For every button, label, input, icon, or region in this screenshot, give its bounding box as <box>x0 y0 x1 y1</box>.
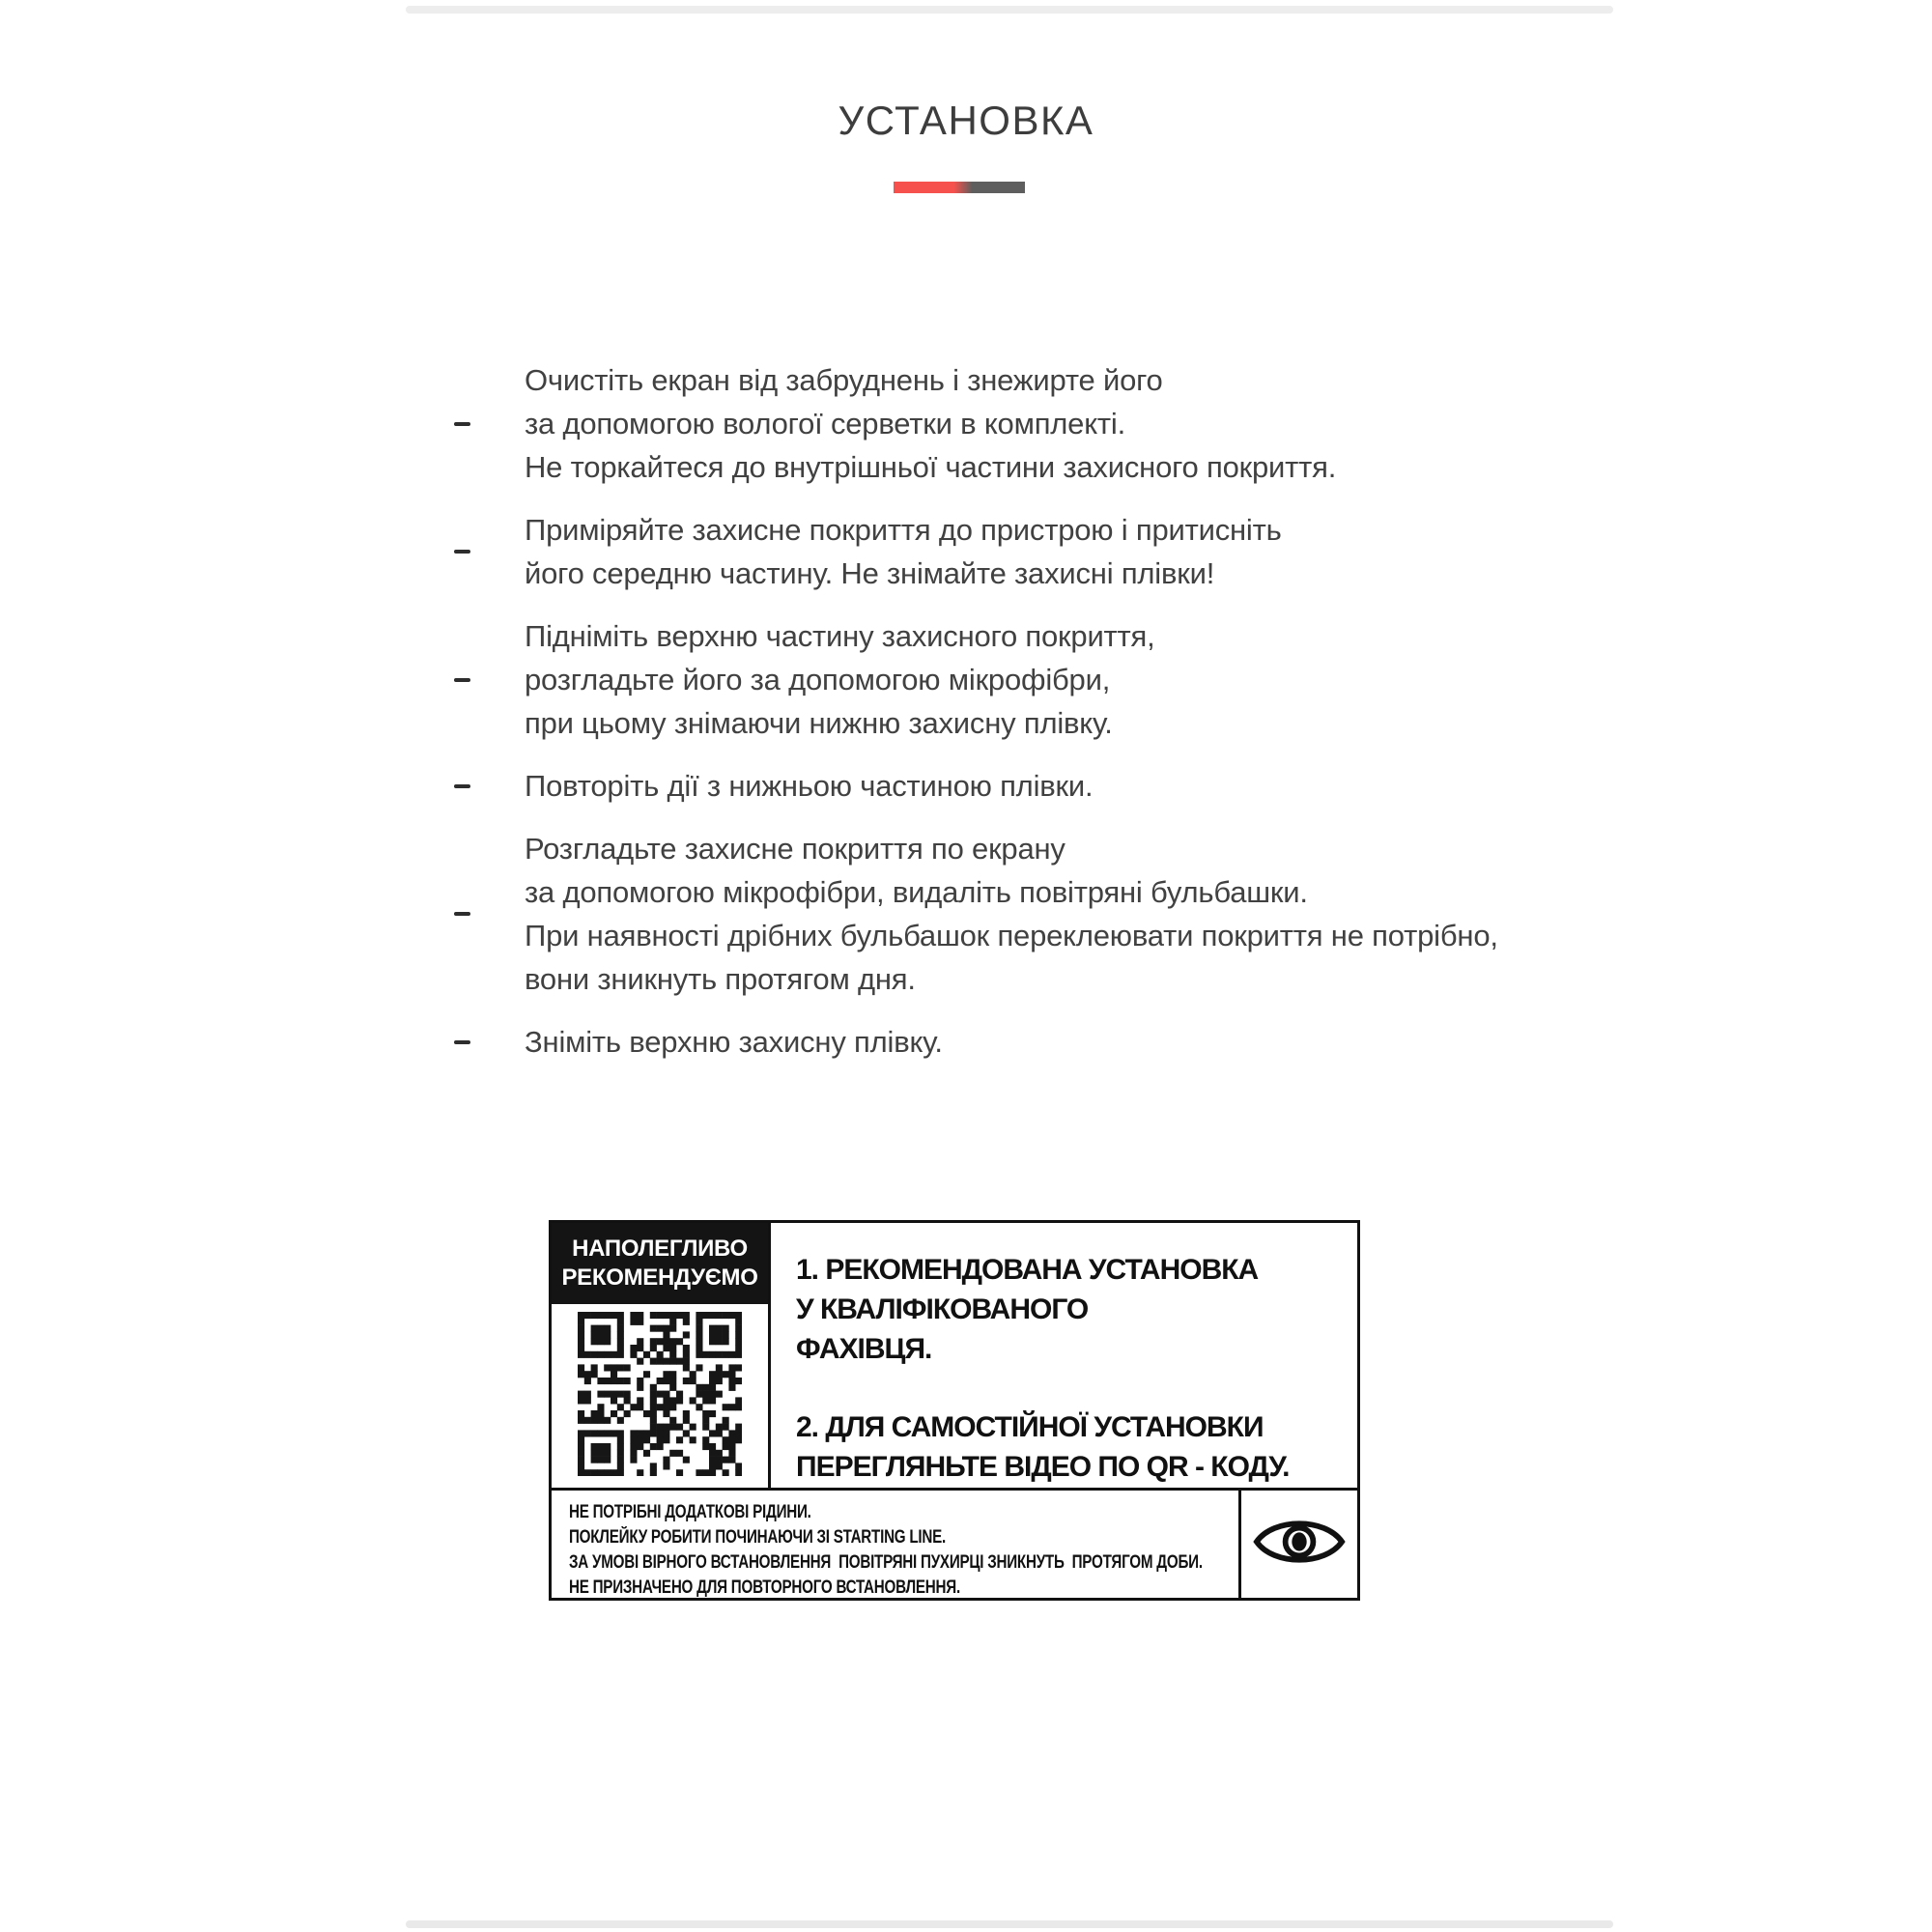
step-line: Зніміть верхню захисну плівку. <box>525 1025 943 1059</box>
eye-icon <box>1253 1512 1346 1577</box>
step-line: за допомогою вологої серветки в комплекті. <box>525 407 1126 440</box>
step-line: Повторіть дії з нижньою частиною плівки. <box>525 769 1094 803</box>
recommendation-header <box>552 1223 768 1304</box>
page-bottom-edge <box>406 1920 1613 1928</box>
note-line: НЕ ПОТРІБНІ ДОДАТКОВІ РІДИНИ. <box>569 1502 811 1522</box>
usage-notes <box>552 1491 1238 1598</box>
step-line: Не торкайтеся до внутрішньої частини захисного покриття. <box>525 450 1337 484</box>
note-line: ПОКЛЕЙКУ РОБИТИ ПОЧИНАЮЧИ ЗІ STARTING LINE. <box>569 1527 947 1548</box>
step-line: Приміряйте захисне покриття до пристрою і притисніть <box>525 513 1282 547</box>
step-line: розгладьте його за допомогою мікрофібри, <box>525 663 1111 696</box>
recommendation-box <box>549 1220 1360 1601</box>
recommendation-header-line: РЕКОМЕНДУЄМО <box>561 1264 758 1291</box>
dash-bullet-icon <box>454 678 470 682</box>
recommendation-point <box>796 1407 1344 1487</box>
step-line: за допомогою мікрофібри, видаліть повітряні бульбашки. <box>525 875 1308 909</box>
instruction-step <box>454 1020 1555 1064</box>
step-line: при цьому знімаючи нижню захисну плівку. <box>525 706 1113 740</box>
page-title: УСТАНОВКА <box>838 98 1094 143</box>
recommendation-header-line: НАПОЛЕГЛИВО <box>572 1236 748 1262</box>
step-line: Розгладьте захисне покриття по екрану <box>525 832 1065 866</box>
point-line: ФАХІВЦЯ. <box>796 1333 932 1365</box>
instruction-step <box>454 508 1555 595</box>
point-line: 1. РЕКОМЕНДОВАНА УСТАНОВКА <box>796 1254 1259 1286</box>
qr-code-icon <box>578 1312 742 1481</box>
dash-bullet-icon <box>454 422 470 426</box>
point-line: 2. ДЛЯ САМОСТІЙНОЇ УСТАНОВКИ <box>796 1411 1264 1443</box>
instruction-step <box>454 827 1555 1001</box>
recommendation-points <box>771 1223 1357 1488</box>
point-line: ПЕРЕГЛЯНЬТЕ ВІДЕО ПО QR - КОДУ. <box>796 1451 1290 1483</box>
instruction-step <box>454 764 1555 808</box>
title-divider <box>894 182 1025 193</box>
dash-bullet-icon <box>454 912 470 916</box>
note-line: ЗА УМОВІ ВІРНОГО ВСТАНОВЛЕННЯ ПОВІТРЯНІ ПУХИРЦІ ЗНИКНУТЬ ПРОТЯГОМ ДОБИ. <box>569 1552 1203 1573</box>
recommendation-point <box>796 1250 1344 1369</box>
instruction-step <box>454 614 1555 745</box>
dash-bullet-icon <box>454 784 470 788</box>
step-line: Підніміть верхню частину захисного покриття, <box>525 619 1155 653</box>
step-line: Очистіть екран від забруднень і знежирте його <box>525 363 1163 397</box>
instruction-steps <box>454 358 1555 1083</box>
point-line: У КВАЛІФІКОВАНОГО <box>796 1293 1089 1325</box>
dash-bullet-icon <box>454 1040 470 1044</box>
dash-bullet-icon <box>454 550 470 554</box>
instruction-step <box>454 358 1555 489</box>
note-line: НЕ ПРИЗНАЧЕНО ДЛЯ ПОВТОРНОГО ВСТАНОВЛЕННЯ. <box>569 1577 960 1598</box>
step-line: вони зникнуть протягом дня. <box>525 962 916 996</box>
page-top-edge <box>406 6 1613 14</box>
step-line: його середню частину. Не знімайте захисні плівки! <box>525 556 1215 590</box>
step-line: При наявності дрібних бульбашок переклеювати покриття не потрібно, <box>525 919 1498 952</box>
